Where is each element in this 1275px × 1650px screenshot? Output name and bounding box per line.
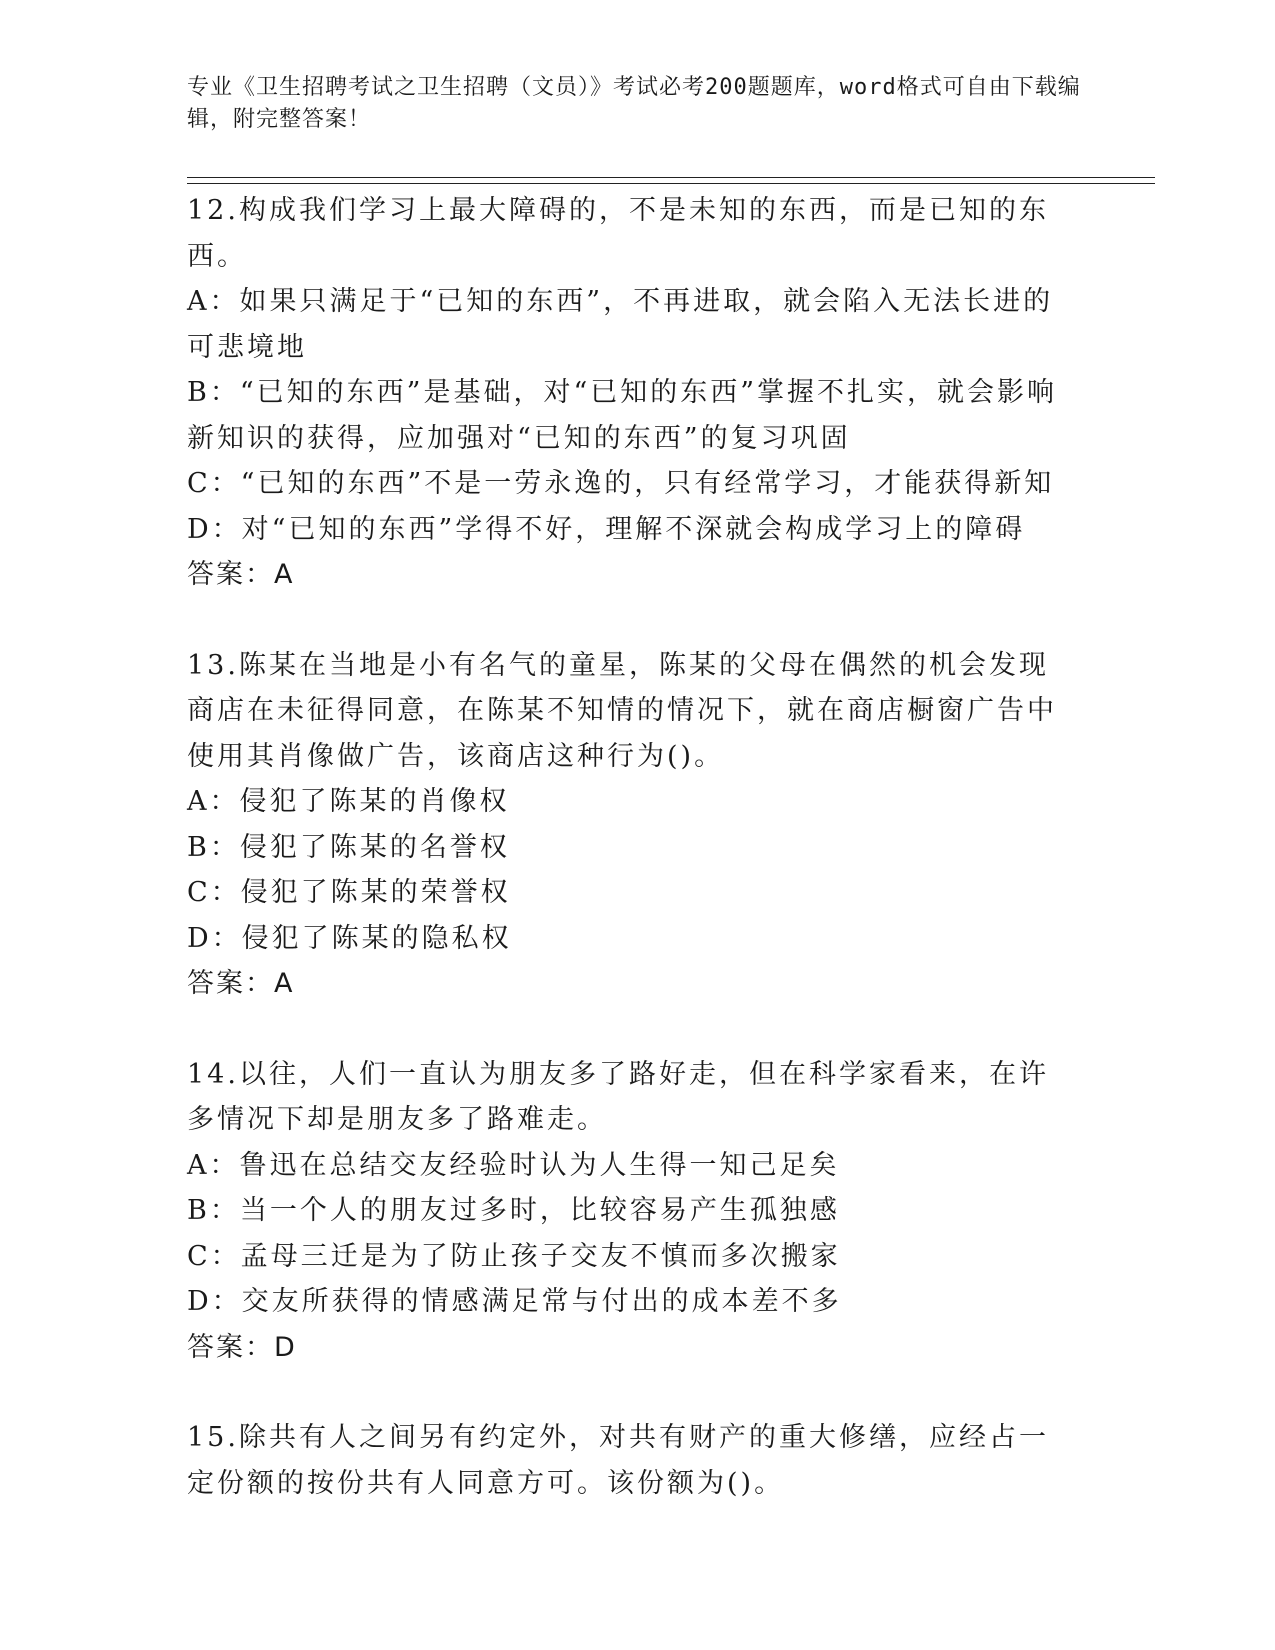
answer-line: 答案：A [187,968,295,999]
option-c: C：侵犯了陈某的荣誉权 [187,877,511,908]
question-list [187,188,1067,1506]
question-spacer [187,1007,1067,1052]
page-header: 专业《卫生招聘考试之卫生招聘（文员）》考试必考200题题库，word格式可自由下载编辑，附完整答案！ [187,75,1081,132]
answer-line: 答案：D [187,1331,297,1363]
option-a: A：鲁迅在总结交友经验时认为人生得一知己足矣 [187,1149,840,1181]
question-stem: 14.以往，人们一直认为朋友多了路好走，但在科学家看来，在许多情况下却是朋友多了路难走。 [187,1058,1049,1135]
question-stem: 13.陈某在当地是小有名气的童星，陈某的父母在偶然的机会发现商店在未征得同意，在陈某不知情的情况下，就在商店橱窗广告中使用其肖像做广告，该商店这种行为()。 [187,649,1057,772]
question-12 [187,188,1067,598]
question-spacer [187,1370,1067,1415]
question-13 [187,643,1067,1007]
option-b: B：“已知的东西”是基础，对“已知的东西”掌握不扎实，就会影响新知识的获得，应加强对“已知的东西”的复习巩固 [187,377,1058,454]
question-stem: 12.构成我们学习上最大障碍的，不是未知的东西，而是已知的东西。 [187,195,1049,272]
option-d: D：侵犯了陈某的隐私权 [187,922,512,954]
option-a: A：如果只满足于“已知的东西”，不再进取，就会陷入无法长进的可悲境地 [187,286,1054,363]
question-spacer [187,598,1067,643]
option-d: D：对“已知的东西”学得不好，理解不深就会构成学习上的障碍 [187,513,1026,545]
option-b: B：侵犯了陈某的名誉权 [187,831,510,863]
question-15 [187,1415,1067,1506]
header-rule-top [187,177,1155,178]
option-c: C：“已知的东西”不是一劳永逸的，只有经常学习，才能获得新知 [187,468,1055,499]
option-b: B：当一个人的朋友过多时，比较容易产生孤独感 [187,1195,840,1226]
option-d: D：交友所获得的情感满足常与付出的成本差不多 [187,1286,842,1317]
option-c: C：孟母三迁是为了防止孩子交友不慎而多次搬家 [187,1240,841,1272]
answer-line: 答案：A [187,559,295,590]
option-a: A：侵犯了陈某的肖像权 [187,786,510,817]
header-rule-bottom [187,183,1155,184]
question-stem: 15.除共有人之间另有约定外，对共有财产的重大修缮，应经占一定份额的按份共有人同意方可。该份额为()。 [187,1422,1049,1499]
question-14 [187,1052,1067,1371]
